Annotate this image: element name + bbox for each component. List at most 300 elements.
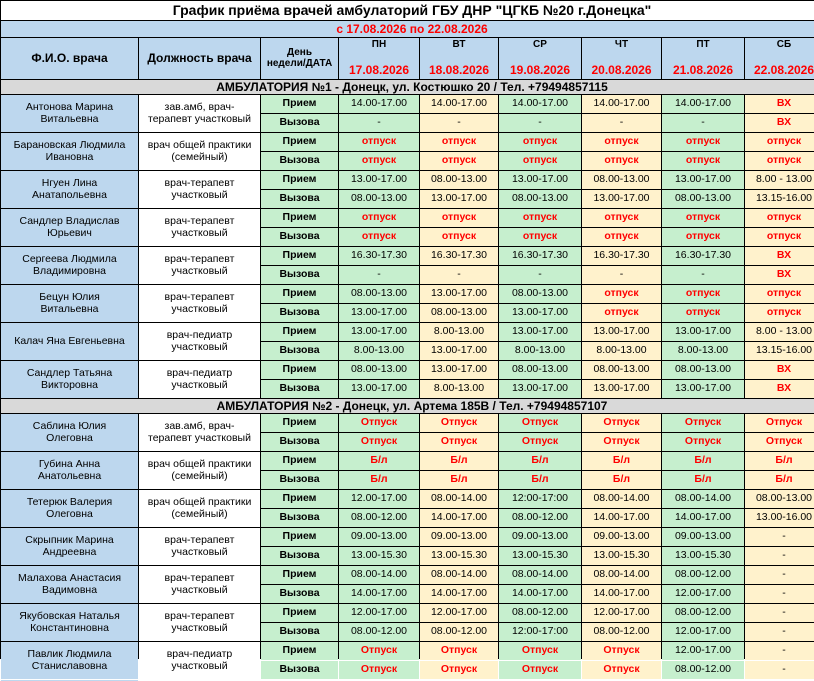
doctor-name-line: Владимировна [33,266,106,277]
schedule-cell: Отпуск [339,642,419,660]
schedule-cell: Отпуск [662,433,744,451]
schedule-cell: отпуск [420,228,498,246]
doctor-name [1,604,138,641]
doctor-position [139,323,260,360]
doctor-name-line: Ивановна [46,152,94,163]
doctor-name [1,361,138,398]
schedule-cell: 13.00-16.00 [745,509,814,527]
date-range: с 17.08.2026 по 22.08.2026 [1,21,814,37]
schedule-cell: - [662,266,744,284]
doctor-position-line: участковый [171,547,227,558]
schedule-cell: 13.00-17.00 [339,171,419,189]
appointment-type: Вызова [261,152,338,170]
doctor-position-line: врач-педиатр [167,649,233,660]
doctor-position [139,247,260,284]
schedule-cell: 8.00 - 13.00 [745,171,814,189]
doctor-name [1,323,138,360]
doctor-position-line: врач общей практики [148,497,252,508]
schedule-cell: 14.00-17.00 [420,585,498,603]
doctor-name-line: Павлик Людмила [28,649,112,660]
schedule-cell: 12.00-17.00 [339,604,419,622]
day-name: ВТ [453,40,466,51]
doctor-name-line: Сандлер Владислав [20,216,120,227]
schedule-cell: отпуск [499,209,581,227]
schedule-cell: 12.00-17.00 [339,490,419,508]
doctor-position-line: (семейный) [171,471,227,482]
schedule-cell: - [745,585,814,603]
schedule-cell: 8.00-13.00 [339,342,419,360]
schedule-cell: 13.15-16.00 [745,342,814,360]
schedule-cell: 14.00-17.00 [420,509,498,527]
doctor-name [1,528,138,565]
schedule-cell: - [745,547,814,565]
appointment-type: Прием [261,452,338,470]
day-header [745,38,814,79]
schedule-cell: 13.00-17.00 [662,171,744,189]
header-name: Ф.И.О. врача [1,38,138,79]
section-header: АМБУЛАТОРИЯ №1 - Донецк, ул. Костюшко 20 / Тел. +79494857115 [1,80,814,94]
header-day [261,38,338,79]
schedule-cell: Отпуск [582,661,661,679]
appointment-type: Прием [261,209,338,227]
schedule-cell: ВХ [745,361,814,379]
appointment-type: Прием [261,490,338,508]
schedule-cell: 14.00-17.00 [582,95,661,113]
appointment-type: Прием [261,247,338,265]
doctor-position-line: врач общей практики [148,459,252,470]
schedule-cell: Отпуск [339,433,419,451]
schedule-cell: 12.00-17.00 [662,585,744,603]
doctor-position-line: врач-терапевт [165,178,235,189]
schedule-cell: отпуск [662,133,744,151]
schedule-cell: 16.30-17.30 [582,247,661,265]
doctor-name [1,247,138,284]
doctor-name-line: Скрыпник Марина [25,535,113,546]
appointment-type: Прием [261,604,338,622]
doctor-position [139,209,260,246]
schedule-cell: Отпуск [499,414,581,432]
schedule-cell: 09.00-13.00 [339,528,419,546]
schedule-cell: отпуск [582,152,661,170]
doctor-position-line: врач общей практики [148,140,252,151]
schedule-cell: ВХ [745,95,814,113]
schedule-cell: отпуск [339,133,419,151]
day-name: СР [533,40,547,51]
schedule-cell: Б/л [745,471,814,489]
schedule-cell: 08.00-12.00 [582,623,661,641]
schedule-cell: 13.00-17.00 [420,342,498,360]
schedule-cell: 12.00-17.00 [420,604,498,622]
schedule-cell: 12.00-17.00 [582,604,661,622]
schedule-cell: - [745,604,814,622]
doctor-position [139,528,260,565]
schedule-cell: 08.00-12.00 [662,604,744,622]
schedule-cell: 13.00-17.00 [499,380,581,398]
schedule-cell: - [420,114,498,132]
schedule-cell: Отпуск [745,414,814,432]
schedule-cell: 13.00-17.00 [499,323,581,341]
schedule-cell: 08.00-13.00 [499,361,581,379]
schedule-cell: 14.00-17.00 [339,95,419,113]
schedule-cell: 08.00-14.00 [420,490,498,508]
appointment-type: Вызова [261,661,338,679]
day-date: 22.08.2026 [754,64,814,77]
doctor-name-line: Станиславовна [32,661,108,672]
doctor-name [1,133,138,170]
schedule-cell: отпуск [420,209,498,227]
schedule-cell: Б/л [662,471,744,489]
doctor-name-line: Олеговна [46,433,93,444]
schedule-cell: - [499,266,581,284]
appointment-type: Вызова [261,471,338,489]
doctor-position [139,285,260,322]
schedule-cell: 13.00-17.00 [420,285,498,303]
doctor-name [1,642,138,679]
doctor-position-line: участковый [171,190,227,201]
schedule-cell: 14.00-17.00 [499,95,581,113]
schedule-cell: отпуск [339,152,419,170]
schedule-cell: 09.00-13.00 [499,528,581,546]
schedule-cell: Б/л [582,471,661,489]
schedule-cell: Б/л [745,452,814,470]
appointment-type: Прием [261,323,338,341]
schedule-cell: 09.00-13.00 [662,528,744,546]
schedule-cell: 16.30-17.30 [420,247,498,265]
doctor-name-line: Нгуен Лина [42,178,98,189]
schedule-cell: Отпуск [339,414,419,432]
appointment-type: Вызова [261,547,338,565]
schedule-cell: отпуск [662,285,744,303]
schedule-cell: 08.00-12.00 [339,623,419,641]
doctor-position [139,414,260,451]
schedule-cell: 08.00-13.00 [662,190,744,208]
schedule-cell: 8.00-13.00 [582,342,661,360]
schedule-cell: Б/л [339,452,419,470]
doctor-position [139,133,260,170]
schedule-cell: 12.00-17.00 [662,642,744,660]
doctor-position-line: врач-педиатр [167,368,233,379]
appointment-type: Вызова [261,585,338,603]
day-name: ПТ [696,40,709,51]
doctor-position-line: врач-терапевт [165,254,235,265]
schedule-cell: 08.00-13.00 [499,190,581,208]
schedule-cell: - [339,114,419,132]
schedule-cell: отпуск [499,152,581,170]
schedule-cell: 08.00-13.00 [339,285,419,303]
doctor-position-line: врач-терапевт [165,292,235,303]
schedule-cell: 16.30-17.30 [662,247,744,265]
schedule-cell: отпуск [582,133,661,151]
day-header [339,38,419,79]
doctor-position-line: терапевт участковый [148,114,251,125]
schedule-cell: - [499,114,581,132]
schedule-cell: Отпуск [582,414,661,432]
schedule-cell: отпуск [582,209,661,227]
schedule-cell: - [745,642,814,660]
doctor-position [139,171,260,208]
schedule-cell: 14.00-17.00 [339,585,419,603]
doctor-name-line: Барановская Людмила [14,140,126,151]
schedule-cell: Отпуск [420,642,498,660]
day-header [499,38,581,79]
schedule-cell: 08.00-14.00 [499,566,581,584]
schedule-cell: 08.00-14.00 [582,566,661,584]
schedule-cell: 13.15-16.00 [745,190,814,208]
doctor-name-line: Якубовская Наталья [19,611,120,622]
schedule-cell: - [745,623,814,641]
schedule-cell: Отпуск [339,661,419,679]
day-name: СБ [777,40,791,51]
schedule-cell: Б/л [420,452,498,470]
doctor-position [139,642,260,679]
doctor-name [1,95,138,132]
doctor-position-line: врач-терапевт [165,535,235,546]
doctor-name [1,414,138,451]
day-date: 17.08.2026 [349,64,409,77]
schedule-cell: 13.00-17.00 [582,380,661,398]
doctor-name-line: Анатапольевна [32,190,107,201]
schedule-cell: 13.00-15.30 [662,547,744,565]
schedule-cell: отпуск [662,209,744,227]
doctor-name-line: Анатольевна [38,471,101,482]
schedule-cell: Б/л [339,471,419,489]
schedule-cell: 12:00-17:00 [499,490,581,508]
schedule-cell: Отпуск [582,642,661,660]
schedule-cell: Б/л [499,471,581,489]
doctor-name-line: Антонова Марина [26,102,113,113]
schedule-cell: Отпуск [499,433,581,451]
appointment-type: Вызова [261,304,338,322]
doctor-name [1,566,138,603]
schedule-cell: - [745,661,814,679]
schedule-cell: 13.00-15.30 [420,547,498,565]
doctor-position-line: участковый [171,228,227,239]
schedule-cell: 08.00-13.00 [662,361,744,379]
schedule-cell: 16.30-17.30 [499,247,581,265]
appointment-type: Прием [261,528,338,546]
doctor-position [139,604,260,641]
schedule-cell: Б/л [582,452,661,470]
schedule-cell: 08.00-12.00 [662,566,744,584]
day-header [662,38,744,79]
doctor-position-line: участковый [171,342,227,353]
schedule-cell: 8.00-13.00 [420,323,498,341]
doctor-position [139,95,260,132]
schedule-cell: 08.00-12.00 [499,509,581,527]
doctor-name-line: Витальевна [40,304,98,315]
schedule-cell: 8.00-13.00 [499,342,581,360]
schedule-cell: 14.00-17.00 [662,509,744,527]
schedule-cell: Б/л [420,471,498,489]
schedule-cell: Отпуск [420,414,498,432]
schedule-cell: Б/л [499,452,581,470]
schedule-cell: отпуск [420,152,498,170]
day-date: 19.08.2026 [510,64,570,77]
doctor-position-line: участковый [171,585,227,596]
schedule-cell: 8.00 - 13.00 [745,323,814,341]
schedule-cell: 08.00-14.00 [582,490,661,508]
schedule-cell: Отпуск [420,661,498,679]
doctor-name [1,452,138,489]
appointment-type: Прием [261,566,338,584]
doctor-name-line: Сергеева Людмила [22,254,116,265]
schedule-cell: 08.00-14.00 [662,490,744,508]
schedule-cell: Отпуск [499,642,581,660]
schedule-cell: 12.00-17.00 [662,623,744,641]
doctor-position-line: участковый [171,623,227,634]
header-day-line2: недели/ДАТА [267,59,332,70]
appointment-type: Вызова [261,433,338,451]
doctor-name [1,490,138,527]
schedule-cell: 08.00-12.00 [420,623,498,641]
schedule-cell: 08.00-13.00 [745,490,814,508]
appointment-type: Вызова [261,342,338,360]
schedule-cell: 13.00-17.00 [339,323,419,341]
day-date: 20.08.2026 [591,64,651,77]
schedule-cell: - [662,114,744,132]
schedule-cell: отпуск [745,304,814,322]
schedule-cell: 13.00-17.00 [339,380,419,398]
doctor-name-line: Юрьевич [47,228,92,239]
schedule-cell: - [420,266,498,284]
doctor-name-line: Вадимовна [42,585,97,596]
schedule-cell: 13.00-17.00 [499,171,581,189]
appointment-type: Вызова [261,623,338,641]
schedule-cell: 8.00-13.00 [420,380,498,398]
schedule-cell: 08.00-14.00 [420,566,498,584]
doctor-position [139,566,260,603]
doctor-position [139,452,260,489]
schedule-cell: отпуск [420,133,498,151]
schedule-cell: 08.00-12.00 [662,661,744,679]
schedule-cell: отпуск [745,209,814,227]
schedule-cell: Отпуск [662,414,744,432]
day-name: ЧТ [615,40,628,51]
doctor-position-line: участковый [171,266,227,277]
doctor-name-line: Сандлер Татьяна [27,368,112,379]
schedule-cell: 14.00-17.00 [582,585,661,603]
schedule-cell: Отпуск [582,433,661,451]
schedule-cell: отпуск [582,285,661,303]
schedule-cell: 13.00-17.00 [499,304,581,322]
schedule-cell: Б/л [662,452,744,470]
doctor-position-line: врач-терапевт [165,611,235,622]
appointment-type: Вызова [261,228,338,246]
schedule-cell: 13.00-17.00 [420,361,498,379]
schedule-cell: - [582,266,661,284]
schedule-cell: отпуск [662,228,744,246]
schedule-cell: 13.00-17.00 [582,190,661,208]
schedule-cell: 14.00-17.00 [499,585,581,603]
doctor-name-line: Тетерюк Валерия [27,497,112,508]
day-date: 21.08.2026 [673,64,733,77]
schedule-cell: 09.00-13.00 [420,528,498,546]
doctor-position [139,361,260,398]
appointment-type: Прием [261,171,338,189]
doctor-name-line: Губина Анна [39,459,100,470]
schedule-cell: 13.00-17.00 [662,380,744,398]
schedule-cell: отпуск [662,152,744,170]
schedule-cell: 13.00-17.00 [420,190,498,208]
schedule-cell: ВХ [745,380,814,398]
schedule-cell: Отпуск [745,433,814,451]
doctor-position-line: терапевт участковый [148,433,251,444]
schedule-cell: - [745,528,814,546]
schedule-cell: 14.00-17.00 [582,509,661,527]
doctor-position-line: зав.амб, врач- [165,421,235,432]
schedule-cell: отпуск [745,152,814,170]
doctor-name-line: Викторовна [41,380,98,391]
schedule-cell: Отпуск [420,433,498,451]
schedule-cell: 13.00-15.30 [339,547,419,565]
schedule-cell: 08.00-13.00 [582,171,661,189]
schedule-cell: 13.00-15.30 [499,547,581,565]
doctor-position-line: участковый [171,304,227,315]
schedule-cell: 12:00-17:00 [499,623,581,641]
doctor-position-line: врач-терапевт [165,573,235,584]
doctor-name-line: Константиновна [30,623,109,634]
schedule-cell: - [339,266,419,284]
day-name: ПН [372,40,386,51]
schedule-cell: отпуск [582,228,661,246]
schedule-cell: отпуск [499,228,581,246]
schedule-cell: отпуск [745,228,814,246]
schedule-cell: 08.00-13.00 [339,361,419,379]
doctor-position-line: зав.амб, врач- [165,102,235,113]
appointment-type: Прием [261,361,338,379]
doctor-name-line: Витальевна [40,114,98,125]
appointment-type: Вызова [261,509,338,527]
schedule-cell: 13.00-15.30 [582,547,661,565]
schedule-cell: ВХ [745,266,814,284]
schedule-cell: отпуск [339,228,419,246]
doctor-position [139,490,260,527]
appointment-type: Вызова [261,114,338,132]
schedule-cell: 8.00-13.00 [662,342,744,360]
schedule-cell: 09.00-13.00 [582,528,661,546]
day-header [582,38,661,79]
schedule-cell: 08.00-13.00 [582,361,661,379]
doctor-position-line: врач-педиатр [167,330,233,341]
schedule-cell: отпуск [662,304,744,322]
schedule-cell: отпуск [745,133,814,151]
doctor-name [1,285,138,322]
doctor-name-line: Калач Яна Евгеньевна [14,336,125,347]
schedule-cell: - [745,566,814,584]
doctor-name-line: Андреевна [43,547,97,558]
doctor-name-line: Бецун Юлия [39,292,100,303]
schedule-cell: отпуск [339,209,419,227]
schedule-cell: ВХ [745,247,814,265]
doctor-name [1,171,138,208]
schedule-cell: 13.00-17.00 [662,323,744,341]
schedule-cell: - [582,114,661,132]
doctor-name-line: Малахова Анастасия [18,573,121,584]
section-header: АМБУЛАТОРИЯ №2 - Донецк, ул. Артема 185В / Тел. +79494857107 [1,399,814,413]
schedule-cell: отпуск [745,285,814,303]
appointment-type: Прием [261,642,338,660]
schedule-cell: 16.30-17.30 [339,247,419,265]
doctor-position-line: врач-терапевт [165,216,235,227]
schedule-cell: 08.00-12.00 [499,604,581,622]
appointment-type: Прием [261,414,338,432]
schedule-cell: 13.00-17.00 [582,323,661,341]
doctor-name-line: Саблина Юлия [33,421,106,432]
schedule-cell: 08.00-13.00 [339,190,419,208]
appointment-type: Вызова [261,190,338,208]
schedule-cell: 08.00-12.00 [339,509,419,527]
appointment-type: Прием [261,95,338,113]
